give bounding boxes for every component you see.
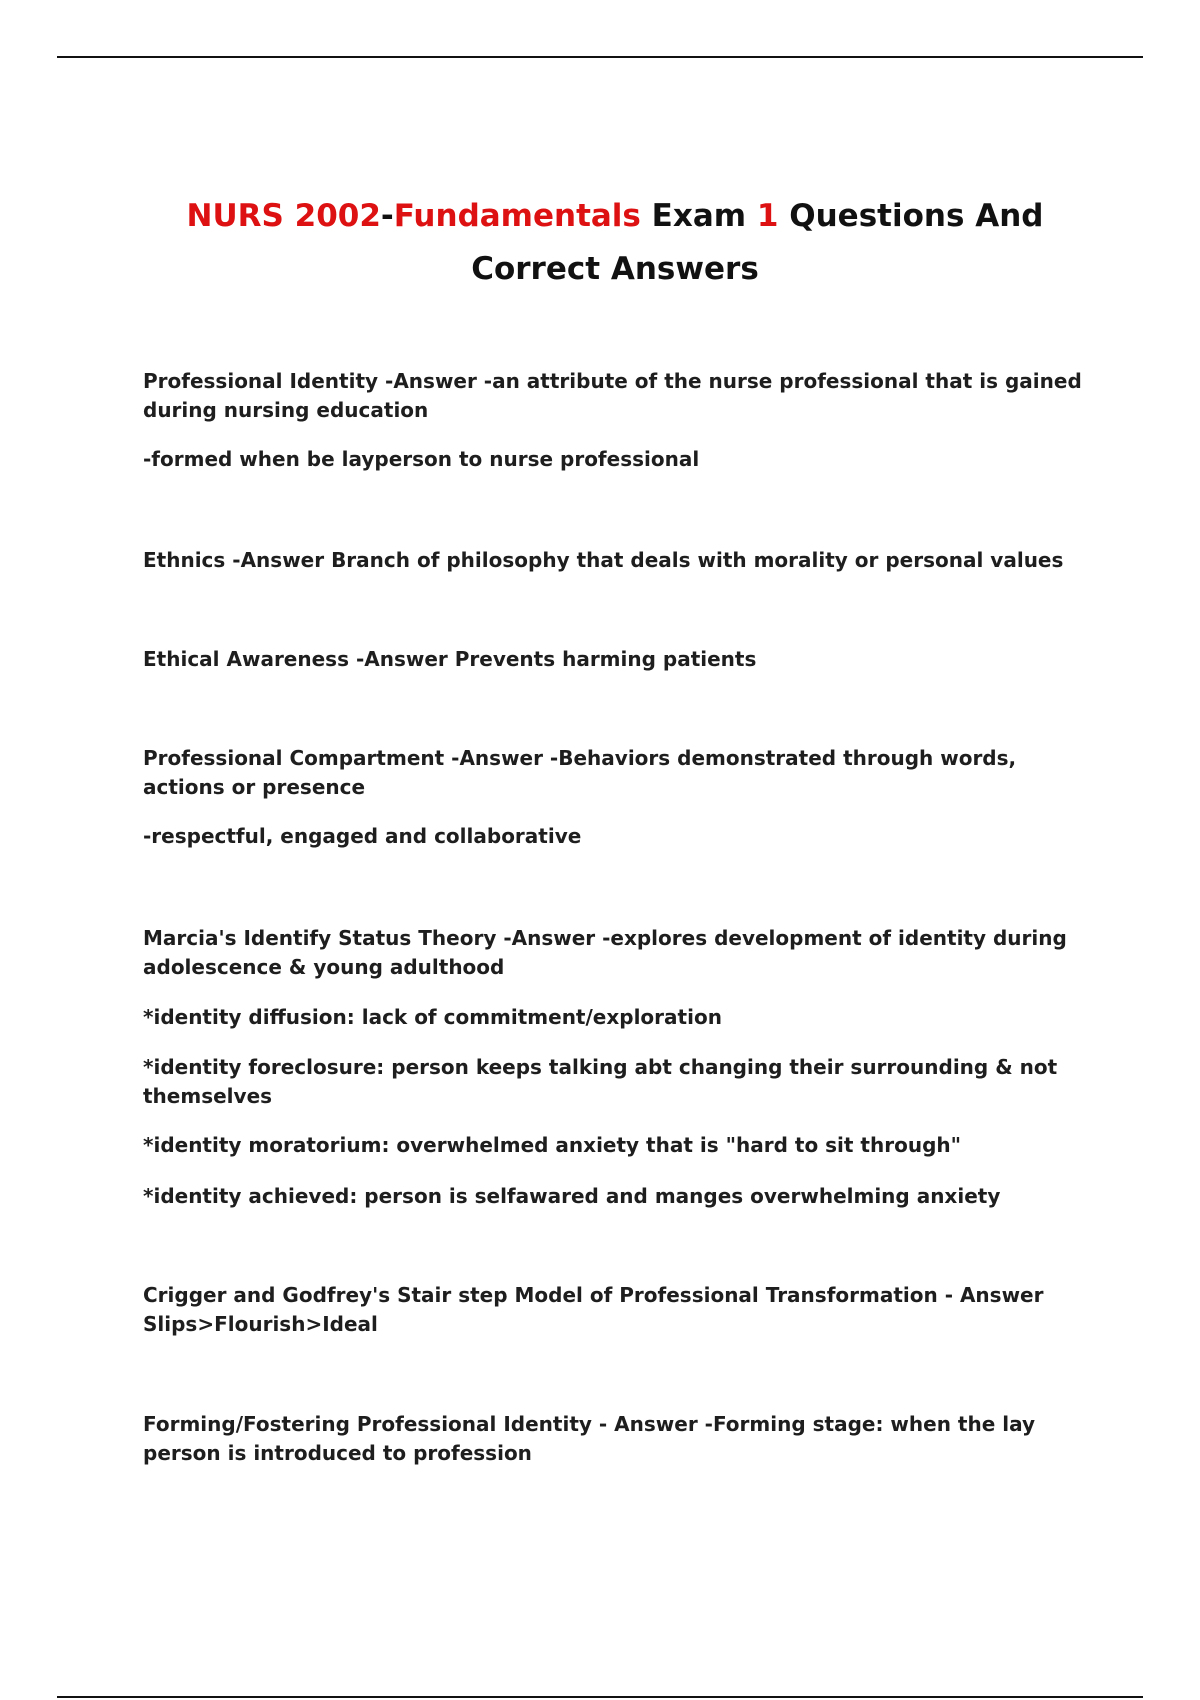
title-exam-word: Exam — [640, 198, 757, 234]
title-line-2: Correct Answers — [471, 251, 759, 287]
entry-forming-fostering: Forming/Fostering Professional Identity - Answer -Forming stage: when the lay person is introduced to profession — [143, 1412, 1035, 1465]
entry-identity-diffusion: *identity diffusion: lack of commitment/exploration — [143, 1005, 722, 1029]
entry-professional-identity: Professional Identity -Answer -an attribute of the nurse professional that is gained during nursing education — [143, 369, 1082, 422]
title-course-code: NURS 2002 — [186, 198, 381, 234]
entry-marcia-theory: Marcia's Identify Status Theory -Answer -explores development of identity during adolescence & young adulthood — [143, 926, 1067, 979]
entry-crigger-godfrey-model: Crigger and Godfrey's Stair step Model of Professional Transformation - Answer Slips>Flourish>Ideal — [143, 1283, 1044, 1336]
title-exam-number: 1 — [756, 198, 779, 234]
entry-professional-compartment: Professional Compartment -Answer -Behaviors demonstrated through words, actions or presence — [143, 746, 1017, 799]
top-rule — [57, 56, 1143, 58]
title-line-1 — [100, 190, 1130, 243]
entry-professional-identity-note: -formed when be layperson to nurse professional — [143, 447, 700, 471]
entry-identity-foreclosure: *identity foreclosure: person keeps talking abt changing their surrounding & not themselves — [143, 1055, 1058, 1108]
document-title — [100, 190, 1130, 296]
entry-professional-compartment-note: -respectful, engaged and collaborative — [143, 824, 582, 848]
title-dash: - — [380, 198, 394, 234]
title-questions-and: Questions And — [778, 198, 1044, 234]
title-course-name: Fundamentals — [393, 198, 641, 234]
entry-identity-moratorium: *identity moratorium: overwhelmed anxiety that is "hard to sit through" — [143, 1133, 962, 1157]
entry-ethical-awareness: Ethical Awareness -Answer Prevents harming patients — [143, 647, 757, 671]
entry-identity-achieved: *identity achieved: person is selfawared and manges overwhelming anxiety — [143, 1184, 1001, 1208]
bottom-rule — [57, 1696, 1143, 1698]
entry-ethnics: Ethnics -Answer Branch of philosophy that deals with morality or personal values — [143, 548, 1064, 572]
